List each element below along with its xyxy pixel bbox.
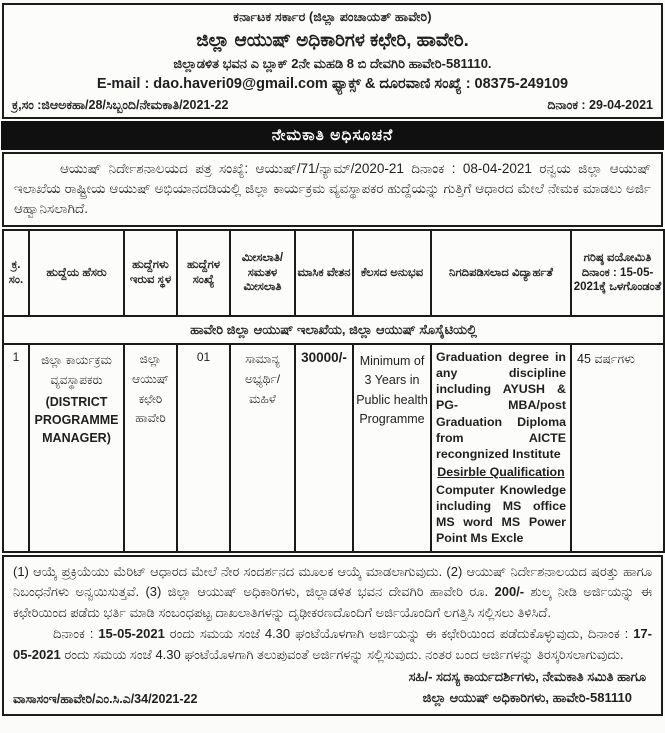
- qualification-heading: Desirble Qualification: [437, 464, 565, 479]
- signature-row: [13, 666, 652, 708]
- deadline2-date: 17-05-2021: [13, 626, 652, 662]
- table-row: [3, 344, 664, 552]
- deadline-paragraph: [13, 624, 652, 665]
- reference-date-row: [12, 98, 653, 113]
- table-header-row: [3, 230, 664, 316]
- contact-line: E-mail : dao.haveri09@gmail.com ಫ್ಯಾಕ್ಸ್ & ದೂರವಾಣಿ ಸಂಖ್ಯೆ : 08375-249109: [96, 76, 569, 92]
- header-salary: ಮಾಸಿಕ ವೇತನ: [295, 230, 353, 316]
- header-reservation: ಮೀಸಲಾತಿ/ ಸಮತಳ ಮೀಸಲಾತಿ: [230, 230, 295, 316]
- cell-sl-no: 1: [3, 344, 29, 552]
- government-line: ಕರ್ನಾಟಕ ಸರ್ಕಾರ (ಜಿಲ್ಲಾ ಪಂಚಾಯತ್ ಹಾವೇರಿ): [233, 10, 432, 24]
- intro-paragraph: ಆಯುಷ್ ನಿರ್ದೇಶನಾಲಯದ ಪತ್ರ ಸಂಖ್ಯೆ: ಆಯುಷ್/71/ನ್ಯಾಮ್/2020-21 ದಿನಾಂಕ : 08-04-2021 ರನ್ವಯ ಜಿಲ್ಲಾ ಆಯುಷ್ ಇಲಾಖೆಯ ರಾಷ್ಟ್ರೀಯ ಆಯುಷ್ ಅಭಿಯಾನದಡಿಯಲ್ಲಿ ಜಿಲ್ಲಾ ಕಾರ್ಯಕ್ರಮ ವ್ಯವಸ್ಥಾಪಕರ ಹುದ್ದೆಯನ್ನು ಗುತ್ತಿಗೆ ಆಧಾರದ ಮೇಲೆ ನೇಮಕ ಮಾಡಲು ಅರ್ಜಿ ಆಹ್ವಾನಿಸಲಾಗಿದೆ.: [14, 161, 651, 216]
- conditions-text-pre: (1) ಆಯ್ಕೆ ಪ್ರಕ್ರಿಯೆಯು ಮೆರಿಟ್ ಆಧಾರದ ಮೇಲೆ ನೇರ ಸಂದರ್ಶನದ ಮೂಲಕ ಆಯ್ಕೆ ಮಾಡಲಾಗುವುದು. (2) ಆಯುಷ್ ನಿರ್ದೇಶನಾಲಯದ ಷರತ್ತು ಹಾಗೂ ನಿಬಂಧನೆಗಳು ಅನ್ವಯಿಸುತ್ತವೆ. (3) ಜಿಲ್ಲಾ ಆಯುಷ್ ಅಧಿಕಾರಿಗಳು, ಜಿಲ್ಲಾಡಳಿತ ಭವನ ದೇವಗಿರಿ ಹಾವೇರಿ ರೂ.: [13, 563, 652, 599]
- cell-place: ಜಿಲ್ಲಾ ಆಯುಷ್ ಕಛೇರಿ ಹಾವೇರಿ: [124, 344, 177, 552]
- intro-section: [2, 152, 663, 227]
- cell-post-name: [29, 344, 124, 552]
- reference-number: ಕ್ರ,ಸಂ :ಜಿಆಅಕಹಾ/28/ಸಿಬ್ಬಂದಿ/ನೇಮಕಾತಿ/2021-22: [12, 98, 229, 112]
- post-name-english: (DISTRICT PROGRAMME MANAGER): [34, 394, 119, 446]
- qualification-main: Graduation degree in any discipline including AYUSH & PG- MBA/post Graduation Diploma from AICTE recongnized Institute: [436, 350, 566, 461]
- header-age-limit: ಗರಿಷ್ಠ ವಯೋಮಿತಿ ದಿನಾಂಕ : 15-05-2021ಕ್ಕೆ ಒಳಗೊಂಡಂತೆ: [571, 230, 664, 316]
- table-caption: ಹಾವೇರಿ ಜಿಲ್ಲಾ ಆಯುಷ್ ಇಲಾಖೆಯ, ಜಿಲ್ಲಾ ಆಯುಷ್ ಸೊಸೈಟಿಯಲ್ಲಿ: [3, 316, 664, 344]
- office-address: ಜಿಲ್ಲಾಡಳಿತ ಭವನ ಎ ಬ್ಲಾಕ್ 2ನೇ ಮಹಡಿ 8 ಬಿ ದೇವಗಿರಿ ಹಾವೇರಿ-581110.: [173, 56, 492, 71]
- deadline1-text: ರಂದು ಸಮಯ ಸಂಜೆ 4.30 ಘಂಟೆಯೊಳಗಾಗಿ ಅರ್ಜಿಯನ್ನು ಈ ಕಛೇರಿಯಿಂದ ಪಡೆದುಕೊಳ್ಳುವುದು,: [164, 626, 588, 641]
- header-experience: ಕೆಲಸದ ಅನುಭವ: [353, 230, 431, 316]
- cell-num-posts: 01: [177, 344, 230, 552]
- header-num-posts: ಹುದ್ದೆಗಳ ಸಂಖ್ಯೆ: [177, 230, 230, 316]
- post-name-kannada: ಜಿಲ್ಲಾ ಕಾರ್ಯಕ್ರಮ ವ್ಯವಸ್ಥಾಪಕರು: [41, 353, 112, 388]
- notification-title-bar: [1, 121, 664, 150]
- deadline1-date: 15-05-2021: [98, 626, 165, 641]
- header-sl-no: ಕ್ರ. ಸಂ.: [3, 230, 29, 316]
- letterhead: [2, 3, 663, 119]
- cell-experience: Minimum of 3 Years in Public health Programme: [353, 344, 431, 552]
- footer-reference-number: ವಾಸಾಸಂಇ/ಹಾವೇರಿ/ಎಂ.ಸಿ.ಎ/34/2021-22: [13, 692, 198, 706]
- application-fee: 200/-: [494, 584, 525, 599]
- office-name: ಜಿಲ್ಲಾ ಆಯುಷ್ ಅಧಿಕಾರಿಗಳ ಕಛೇರಿ, ಹಾವೇರಿ.: [196, 29, 469, 50]
- header-place: ಹುದ್ದೆಗಳು ಇರುವ ಸ್ಥಳ: [124, 230, 177, 316]
- conditions-paragraph: [13, 562, 652, 624]
- deadline2-text: ರಂದು ಸಮಯ ಸಂಜೆ 4.30 ಘಂಟೆಯೊಳಗಾಗಿ ತಲುಪುವಂತೆ ಅರ್ಜಿಗಳನ್ನು ಸಲ್ಲಿಸುವುದು. ನಂತರ ಬಂದ ಅರ್ಜಿಗಳನ್ನು ತಿರಸ್ಕರಿಸಲಾಗುವುದು.: [60, 646, 624, 662]
- signature-block: [409, 666, 652, 708]
- notification-title: ನೇಮಕಾತಿ ಅಧಿಸೂಚನೆ: [271, 126, 394, 144]
- deadline1-label: ದಿನಾಂಕ :: [53, 626, 99, 641]
- issue-date: ದಿನಾಂಕ : 29-04-2021: [547, 98, 653, 112]
- signature-line-2: ಜಿಲ್ಲಾ ಆಯುಷ್ ಅಧಿಕಾರಿಗಳು, ಹಾವೇರಿ-581110: [422, 690, 632, 705]
- deadline2-label: ದಿನಾಂಕ :: [587, 626, 634, 641]
- qualification-desirable: Computer Knowledge including MS office MS word MS Power Point Ms Excle: [436, 483, 566, 546]
- cell-salary: 30000/-: [295, 344, 353, 552]
- recruitment-table: [2, 229, 665, 553]
- table-caption-row: [3, 316, 664, 344]
- header-qualification: ನಿಗದಿಪಡಿಸಲಾದ ವಿದ್ಯಾರ್ಹತೆ: [431, 230, 571, 316]
- cell-qualification: [431, 344, 571, 552]
- signature-line-1: ಸಹಿ/- ಸದಸ್ಯ ಕಾರ್ಯದರ್ಶಿಗಳು, ನೇಮಕಾತಿ ಸಮಿತಿ ಹಾಗೂ: [408, 669, 646, 684]
- cell-age-limit: 45 ವರ್ಷಗಳು: [571, 344, 664, 552]
- bottom-section: [2, 555, 663, 717]
- conditions-text-post: ಶುಲ್ಕ ನೀಡಿ ಅರ್ಜಿಯನ್ನು ಈ ಕಛೇರಿಯಿಂದ ಪಡೆದು ಭರ್ತಿ ಮಾಡಿ ಸಂಬಂಧಪಟ್ಟ ದಾಖಲಾತಿಗಳನ್ನು ದೃಢೀಕರಣದೊಂದಿಗೆ ಅರ್ಜಿಯೊಂದಿಗೆ ಲಗತ್ತಿಸಿ ಸಲ್ಲಿಸಲು ತಿಳಿಸಿದೆ.: [13, 584, 653, 620]
- header-post-name: ಹುದ್ದೆಯ ಹೆಸರು: [29, 230, 124, 316]
- cell-reservation: ಸಾಮಾನ್ಯ ಅಭ್ಯರ್ಥಿ/ ಮಹಿಳೆ: [230, 344, 295, 552]
